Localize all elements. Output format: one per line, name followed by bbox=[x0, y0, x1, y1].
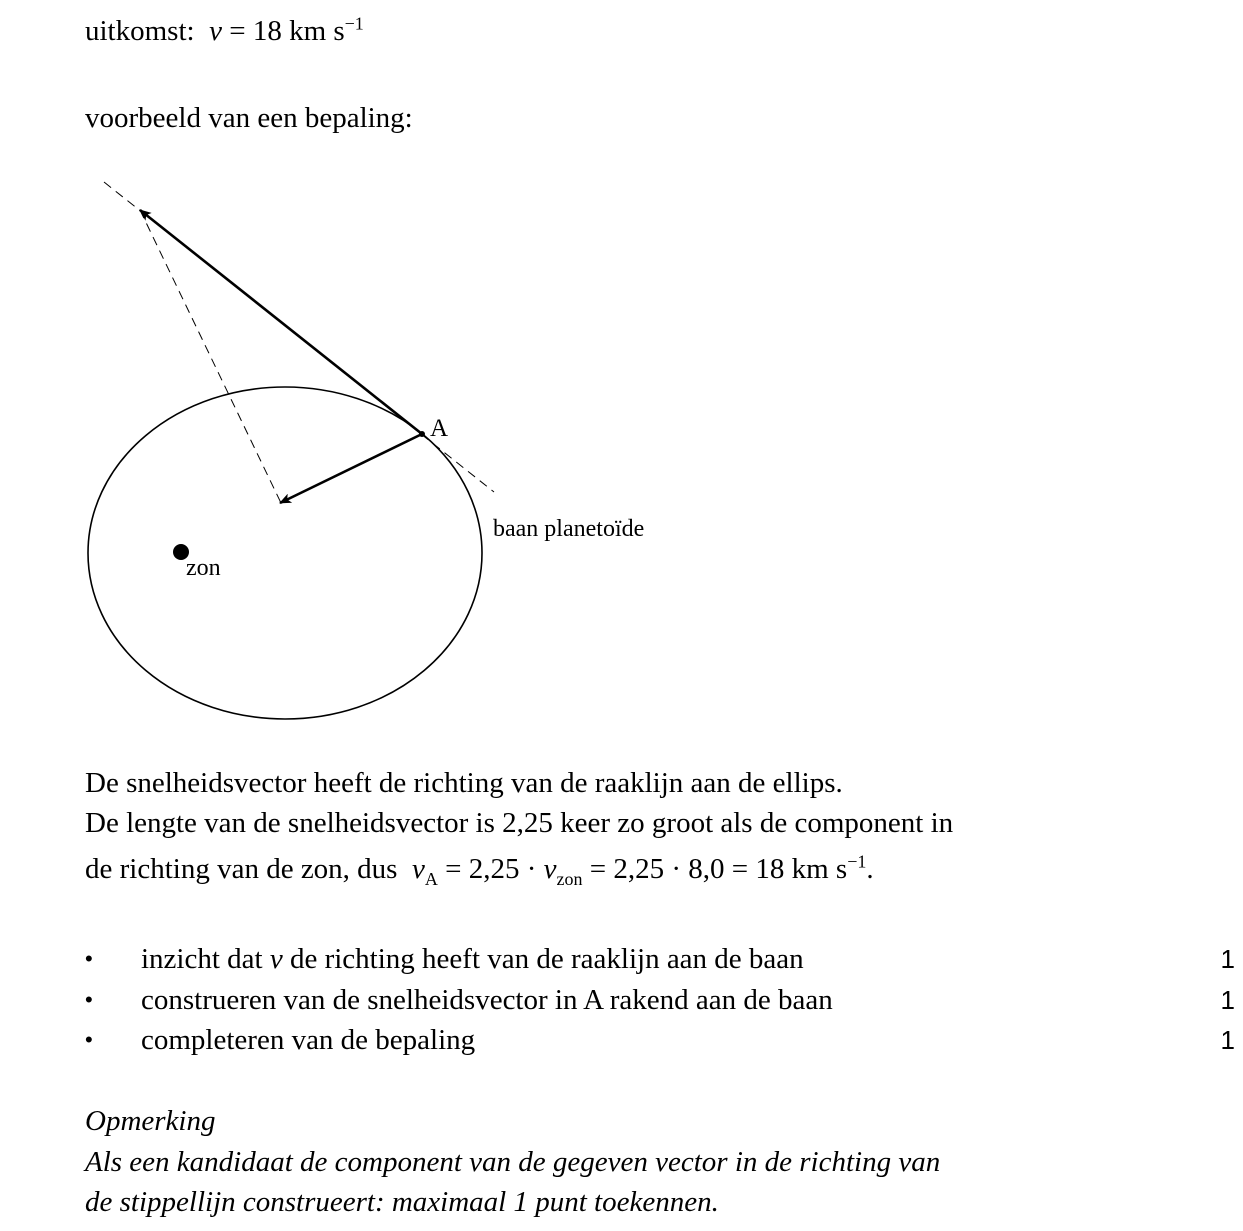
orbit-diagram bbox=[0, 0, 700, 730]
formula-exponent: −1 bbox=[847, 851, 867, 872]
bullet-icon: • bbox=[85, 1027, 93, 1052]
velocity-subscript: A bbox=[424, 868, 438, 889]
remark-line-1: Als een kandidaat de component van de gegeven vector in de richting van bbox=[85, 1146, 941, 1178]
bullet-icon: • bbox=[85, 987, 93, 1012]
construction-dashed-line bbox=[140, 210, 281, 503]
result-value: 18 bbox=[252, 15, 282, 47]
orbit-label: baan planetoïde bbox=[493, 516, 645, 542]
point-a-label: A bbox=[430, 415, 449, 442]
bullet-icon: • bbox=[85, 946, 93, 971]
result-variable: v bbox=[209, 15, 222, 47]
result-label: uitkomst: bbox=[85, 15, 195, 47]
formula-part-2: = 2,25 · 8,0 = 18 km s bbox=[589, 853, 848, 885]
remark-line-2: de stippellijn construeert: maximaal 1 punt toekennen. bbox=[85, 1186, 719, 1218]
criterion-1-text-after: de richting heeft van de raaklijn aan de baan bbox=[289, 943, 804, 975]
result-exponent: −1 bbox=[344, 13, 364, 34]
point-a-marker bbox=[419, 431, 425, 437]
remark-title: Opmerking bbox=[85, 1105, 216, 1137]
criterion-3-score: 1 bbox=[1220, 1025, 1235, 1055]
component-vector-arrow bbox=[280, 434, 422, 503]
explanation-line-1: De snelheidsvector heeft de richting van de raaklijn aan de ellips. bbox=[85, 767, 843, 799]
result-unit: km s bbox=[289, 15, 345, 47]
explanation-prefix: de richting van de zon, dus bbox=[85, 853, 398, 885]
criterion-2-score: 1 bbox=[1220, 985, 1235, 1015]
formula-part-1: = 2,25 · bbox=[445, 853, 537, 885]
sun-label: zon bbox=[186, 555, 221, 581]
velocity-vector-arrow bbox=[140, 210, 422, 434]
criterion-1-text-before: inzicht dat bbox=[141, 943, 263, 975]
result-equals: = bbox=[229, 15, 246, 47]
velocity-symbol: v bbox=[411, 853, 425, 885]
velocity-sun-symbol: v bbox=[543, 853, 557, 885]
explanation-line-2: De lengte van de snelheidsvector is 2,25 keer zo groot als de component in bbox=[85, 807, 954, 839]
formula-end: . bbox=[866, 853, 874, 885]
velocity-sun-subscript: zon bbox=[556, 868, 583, 889]
criterion-1-variable: v bbox=[269, 943, 283, 975]
criterion-2-text: construeren van de snelheidsvector in A rakend aan de baan bbox=[141, 984, 833, 1016]
example-heading: voorbeeld van een bepaling: bbox=[85, 102, 413, 134]
criterion-3-text: completeren van de bepaling bbox=[141, 1024, 476, 1056]
explanation-line-3 bbox=[85, 851, 874, 889]
criterion-1-score: 1 bbox=[1220, 944, 1235, 974]
